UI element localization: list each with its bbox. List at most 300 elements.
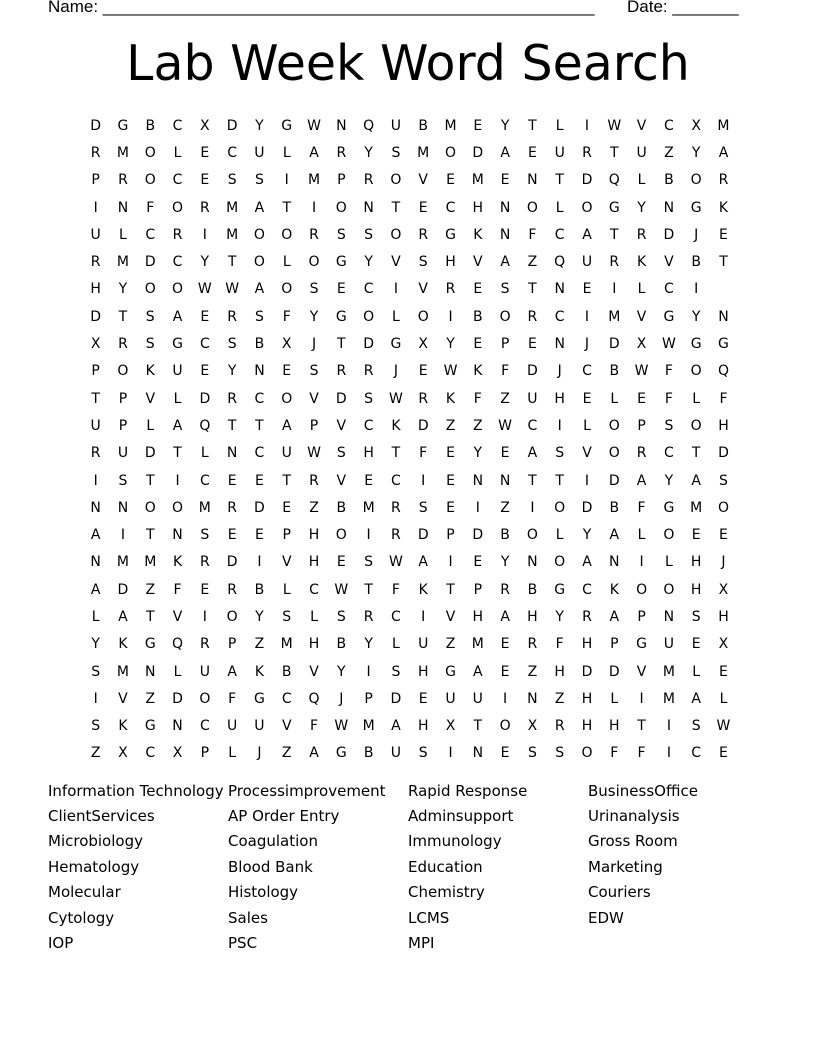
grid-letter: Z [554, 690, 565, 707]
grid-letter: N [554, 336, 565, 353]
grid-letter: B [145, 117, 156, 134]
grid-letter: H [581, 718, 593, 735]
grid-letter: T [145, 527, 155, 544]
grid-letter: D [608, 336, 620, 353]
grid-letter: A [582, 554, 592, 571]
grid-letter: G [445, 226, 456, 243]
grid-letter: E [500, 663, 510, 680]
grid-letter: L [610, 390, 619, 407]
grid-letter: E [582, 281, 592, 298]
grid-letter: U [390, 745, 402, 762]
word-list-item: BusinessOffice [588, 781, 698, 800]
grid-letter: O [363, 308, 375, 325]
grid-letter: G [390, 336, 402, 353]
grid-letter: S [145, 336, 155, 353]
grid-letter: F [146, 199, 155, 216]
grid-letter: Z [145, 690, 156, 707]
grid-letter: F [473, 390, 482, 407]
grid-letter: C [199, 336, 210, 353]
grid-letter: O [608, 445, 620, 462]
grid-letter: J [257, 745, 262, 762]
grid-letter: H [581, 636, 593, 653]
grid-letter: E [500, 745, 510, 762]
letter-grid [82, 112, 738, 767]
grid-letter: P [337, 172, 346, 189]
grid-letter: I [557, 417, 562, 434]
word-list-item: IOP [48, 934, 74, 953]
grid-letter: R [199, 636, 210, 653]
grid-letter: S [555, 445, 565, 462]
grid-letter: N [472, 472, 484, 489]
grid-letter: C [445, 199, 456, 216]
grid-letter: L [282, 144, 291, 161]
grid-letter: O [663, 527, 675, 544]
grid-letter: L [555, 527, 564, 544]
grid-letter: N [172, 718, 183, 735]
grid-letter: C [172, 172, 183, 189]
grid-letter: I [120, 527, 126, 544]
grid-letter: B [527, 581, 538, 598]
grid-letter: Y [309, 308, 319, 325]
grid-letter: S [336, 226, 346, 243]
grid-letter: P [282, 527, 291, 544]
grid-letter: L [173, 663, 182, 680]
grid-letter: R [391, 527, 401, 544]
grid-letter: G [144, 718, 156, 735]
grid-letter: Z [527, 663, 538, 680]
grid-letter: G [608, 199, 620, 216]
grid-letter: R [418, 390, 429, 407]
grid-letter: G [144, 636, 156, 653]
grid-letter: E [446, 472, 455, 489]
grid-letter: E [691, 527, 701, 544]
grid-letter: P [364, 690, 373, 707]
grid-letter: Z [500, 390, 510, 407]
grid-letter: O [554, 554, 566, 571]
grid-letter: Y [446, 336, 455, 353]
grid-letter: E [200, 144, 210, 161]
grid-letter: S [418, 499, 428, 516]
grid-letter: X [200, 117, 210, 134]
grid-letter: R [636, 226, 647, 243]
grid-letter: C [391, 472, 401, 489]
grid-letter: S [500, 281, 510, 298]
grid-letter: I [448, 554, 453, 571]
grid-letter: N [90, 499, 101, 516]
date-field-label: Date: _______ [627, 0, 739, 16]
grid-letter: P [500, 336, 510, 353]
grid-letter: N [609, 554, 620, 571]
grid-letter: Z [527, 254, 538, 271]
grid-letter: O [636, 581, 648, 598]
grid-letter: A [691, 472, 701, 489]
grid-letter: I [666, 745, 671, 762]
grid-letter: V [636, 663, 647, 680]
grid-letter: V [172, 608, 183, 625]
grid-letter: E [255, 472, 264, 489]
grid-letter: N [472, 745, 484, 762]
grid-letter: U [554, 144, 565, 161]
grid-letter: T [528, 281, 537, 298]
grid-letter: O [526, 527, 538, 544]
word-list-item: Urinanalysis [588, 807, 680, 826]
grid-letter: R [363, 363, 374, 380]
grid-letter: R [527, 636, 538, 653]
grid-letter: S [364, 390, 374, 407]
grid-letter: O [281, 226, 293, 243]
grid-letter: J [393, 363, 398, 380]
grid-letter: B [336, 499, 347, 516]
grid-letter: S [118, 472, 128, 489]
grid-letter: L [282, 254, 291, 271]
word-list-item: Coagulation [228, 832, 318, 851]
grid-letter: H [609, 718, 620, 735]
grid-letter: T [719, 254, 728, 271]
grid-letter: Q [717, 363, 729, 380]
grid-letter: R [309, 472, 319, 489]
grid-letter: Z [145, 581, 156, 598]
grid-letter: T [227, 254, 237, 271]
word-list-item: LCMS [408, 908, 450, 927]
grid-letter: O [172, 499, 184, 516]
grid-letter: T [528, 117, 537, 134]
word-list-item: Immunology [408, 832, 502, 851]
grid-letter: W [307, 445, 321, 462]
grid-letter: U [472, 690, 483, 707]
grid-letter: D [417, 417, 429, 434]
grid-letter: S [254, 308, 264, 325]
grid-letter: I [93, 690, 98, 707]
grid-letter: F [664, 363, 673, 380]
grid-letter: X [527, 718, 538, 735]
grid-letter: O [144, 499, 156, 516]
grid-letter: Y [500, 117, 510, 134]
grid-letter: Z [281, 745, 292, 762]
grid-letter: E [582, 390, 592, 407]
word-list-item: PSC [228, 934, 258, 953]
grid-letter: D [226, 554, 238, 571]
grid-letter: Y [691, 308, 701, 325]
grid-letter: T [391, 199, 401, 216]
grid-letter: P [637, 417, 646, 434]
grid-letter: G [335, 745, 347, 762]
grid-letter: D [581, 172, 593, 189]
grid-letter: X [281, 336, 292, 353]
grid-letter: A [254, 199, 265, 216]
grid-letter: R [391, 499, 401, 516]
grid-letter: E [255, 527, 264, 544]
grid-letter: V [582, 445, 592, 462]
grid-letter: R [118, 172, 128, 189]
grid-letter: F [637, 499, 646, 516]
grid-letter: V [145, 390, 156, 407]
grid-letter: S [418, 745, 428, 762]
grid-letter: V [281, 554, 292, 571]
grid-letter: Z [500, 499, 510, 516]
grid-letter: F [610, 745, 619, 762]
grid-letter: G [335, 254, 347, 271]
grid-letter: K [636, 254, 647, 271]
grid-letter: D [90, 308, 102, 325]
grid-letter: E [418, 363, 428, 380]
grid-letter: M [717, 117, 730, 134]
grid-letter: I [366, 663, 371, 680]
grid-letter: T [91, 390, 100, 407]
grid-letter: R [199, 199, 210, 216]
grid-letter: U [117, 445, 129, 462]
grid-letter: F [309, 718, 319, 735]
grid-letter: H [308, 554, 320, 571]
grid-letter: O [499, 308, 511, 325]
grid-letter: I [584, 117, 590, 134]
grid-letter: N [145, 663, 156, 680]
grid-letter: T [610, 144, 619, 161]
grid-letter: A [227, 663, 237, 680]
grid-letter: T [555, 472, 564, 489]
grid-letter: S [309, 281, 319, 298]
grid-letter: M [362, 718, 375, 735]
grid-letter: P [91, 172, 100, 189]
grid-letter: H [472, 608, 484, 625]
grid-letter: C [172, 117, 183, 134]
grid-letter: O [390, 226, 402, 243]
grid-letter: Q [199, 417, 211, 434]
grid-letter: E [282, 499, 292, 516]
grid-letter: Y [637, 199, 646, 216]
grid-letter: C [254, 390, 265, 407]
grid-letter: A [609, 608, 620, 625]
grid-letter: N [499, 472, 511, 489]
grid-letter: R [582, 144, 592, 161]
grid-letter: C [281, 690, 292, 707]
grid-letter [710, 276, 737, 303]
grid-letter: Y [337, 663, 346, 680]
grid-letter: R [418, 226, 429, 243]
grid-letter: T [364, 581, 373, 598]
grid-letter: T [282, 472, 291, 489]
grid-letter: V [309, 390, 319, 407]
grid-letter: O [253, 226, 265, 243]
word-list-item: Microbiology [48, 832, 143, 851]
grid-letter: E [446, 499, 455, 516]
grid-letter: L [200, 445, 209, 462]
grid-letter: O [417, 308, 429, 325]
grid-letter: K [445, 390, 456, 407]
grid-letter: A [500, 254, 510, 271]
grid-letter: I [475, 499, 480, 516]
grid-letter: G [445, 663, 456, 680]
grid-letter: N [718, 308, 729, 325]
grid-letter: L [119, 226, 127, 243]
grid-letter: Z [309, 499, 319, 516]
grid-letter: N [90, 554, 101, 571]
grid-letter: R [90, 445, 101, 462]
grid-letter: F [664, 390, 673, 407]
word-list-item: Histology [228, 883, 299, 902]
grid-letter: E [500, 636, 510, 653]
grid-letter: C [554, 308, 565, 325]
grid-letter: D [363, 336, 374, 353]
grid-letter: B [609, 499, 620, 516]
grid-letter: W [661, 336, 676, 353]
grid-letter: J [339, 690, 344, 707]
grid-letter: Y [582, 527, 592, 544]
grid-letter: U [581, 254, 593, 271]
grid-letter: C [582, 363, 592, 380]
grid-letter: F [637, 745, 646, 762]
grid-letter: X [718, 581, 729, 598]
grid-letter: I [202, 226, 207, 243]
grid-letter: L [637, 527, 646, 544]
grid-letter: E [446, 172, 455, 189]
grid-letter: O [144, 281, 156, 298]
grid-letter: R [363, 608, 374, 625]
grid-letter: H [554, 390, 565, 407]
grid-letter: I [639, 554, 644, 571]
grid-letter: J [721, 554, 726, 571]
grid-letter: A [172, 308, 183, 325]
word-list-item: Education [408, 857, 483, 876]
grid-letter: L [719, 690, 728, 707]
grid-letter: K [118, 636, 128, 653]
grid-letter: A [636, 472, 647, 489]
grid-letter: T [282, 199, 291, 216]
grid-letter: F [719, 390, 728, 407]
grid-letter: U [636, 144, 647, 161]
grid-letter: M [362, 499, 375, 516]
grid-letter: T [610, 226, 619, 243]
grid-letter: Y [364, 144, 373, 161]
grid-letter: I [448, 745, 453, 762]
grid-letter: L [637, 281, 646, 298]
grid-letter: V [664, 254, 674, 271]
grid-letter: S [336, 445, 346, 462]
grid-letter: H [308, 527, 320, 544]
grid-letter: E [527, 144, 537, 161]
grid-letter: J [557, 363, 562, 380]
grid-letter: G [663, 499, 675, 516]
grid-letter: S [282, 608, 292, 625]
grid-letter: O [117, 363, 129, 380]
grid-letter: L [173, 144, 182, 161]
grid-letter: P [118, 417, 128, 434]
grid-letter: F [173, 581, 182, 598]
grid-letter: D [608, 663, 620, 680]
grid-letter: Y [555, 608, 564, 625]
grid-letter: O [335, 527, 347, 544]
grid-letter: M [226, 226, 239, 243]
grid-letter: S [527, 745, 537, 762]
grid-letter: H [581, 690, 593, 707]
grid-letter: E [719, 663, 728, 680]
grid-letter: H [417, 718, 429, 735]
grid-letter: S [418, 254, 428, 271]
grid-letter: X [718, 636, 729, 653]
grid-letter: F [228, 690, 237, 707]
grid-letter: J [584, 336, 590, 353]
grid-letter: R [90, 144, 101, 161]
grid-letter: I [93, 199, 98, 216]
grid-letter: K [718, 199, 729, 216]
grid-letter: C [254, 445, 265, 462]
grid-letter: P [91, 363, 100, 380]
grid-letter: E [227, 472, 237, 489]
grid-letter: S [227, 172, 237, 189]
grid-letter: S [227, 336, 237, 353]
grid-letter: E [473, 554, 483, 571]
grid-letter: Z [473, 417, 483, 434]
grid-letter: T [255, 417, 264, 434]
word-list-item: Couriers [588, 883, 651, 902]
grid-letter: O [281, 281, 293, 298]
grid-letter: O [690, 172, 702, 189]
grid-letter: D [226, 117, 238, 134]
grid-letter: N [117, 499, 129, 516]
grid-letter: C [663, 445, 674, 462]
grid-letter: G [281, 117, 293, 134]
grid-letter: T [391, 445, 401, 462]
grid-letter: N [499, 199, 511, 216]
grid-letter: E [364, 472, 374, 489]
grid-letter: E [446, 445, 455, 462]
grid-letter: D [199, 390, 211, 407]
grid-letter: S [719, 472, 728, 489]
grid-letter: Q [308, 690, 320, 707]
grid-letter: K [473, 226, 483, 243]
grid-letter: X [691, 117, 701, 134]
grid-letter: V [336, 417, 347, 434]
grid-letter: R [636, 445, 647, 462]
grid-letter: N [254, 363, 265, 380]
grid-letter: Y [118, 281, 128, 298]
grid-letter: E [336, 554, 346, 571]
grid-letter: R [609, 254, 620, 271]
grid-letter: B [473, 308, 483, 325]
grid-letter: M [116, 554, 129, 571]
grid-letter: T [173, 445, 182, 462]
grid-letter: N [527, 554, 538, 571]
grid-letter: S [555, 745, 565, 762]
grid-letter: O [581, 199, 593, 216]
grid-letter: C [227, 144, 238, 161]
grid-letter: E [473, 336, 483, 353]
grid-letter: W [607, 117, 622, 134]
grid-letter: A [118, 608, 128, 625]
grid-letter: E [200, 363, 210, 380]
grid-letter: S [691, 718, 701, 735]
grid-letter: Q [363, 117, 375, 134]
grid-letter: O [172, 281, 184, 298]
grid-letter: B [500, 527, 510, 544]
grid-letter: I [584, 472, 590, 489]
grid-letter: G [554, 581, 566, 598]
grid-letter: S [664, 417, 674, 434]
grid-letter: L [555, 117, 564, 134]
grid-letter: M [471, 172, 484, 189]
grid-letter: Y [255, 608, 264, 625]
grid-letter: V [281, 718, 292, 735]
grid-letter: Y [91, 636, 100, 653]
grid-letter: B [281, 663, 292, 680]
grid-letter: L [583, 417, 591, 434]
grid-letter: I [694, 281, 699, 298]
grid-letter: N [336, 117, 347, 134]
grid-letter: O [581, 745, 593, 762]
grid-letter: S [200, 527, 210, 544]
grid-letter: I [503, 690, 508, 707]
grid-letter: H [718, 608, 729, 625]
grid-letter: L [392, 636, 400, 653]
